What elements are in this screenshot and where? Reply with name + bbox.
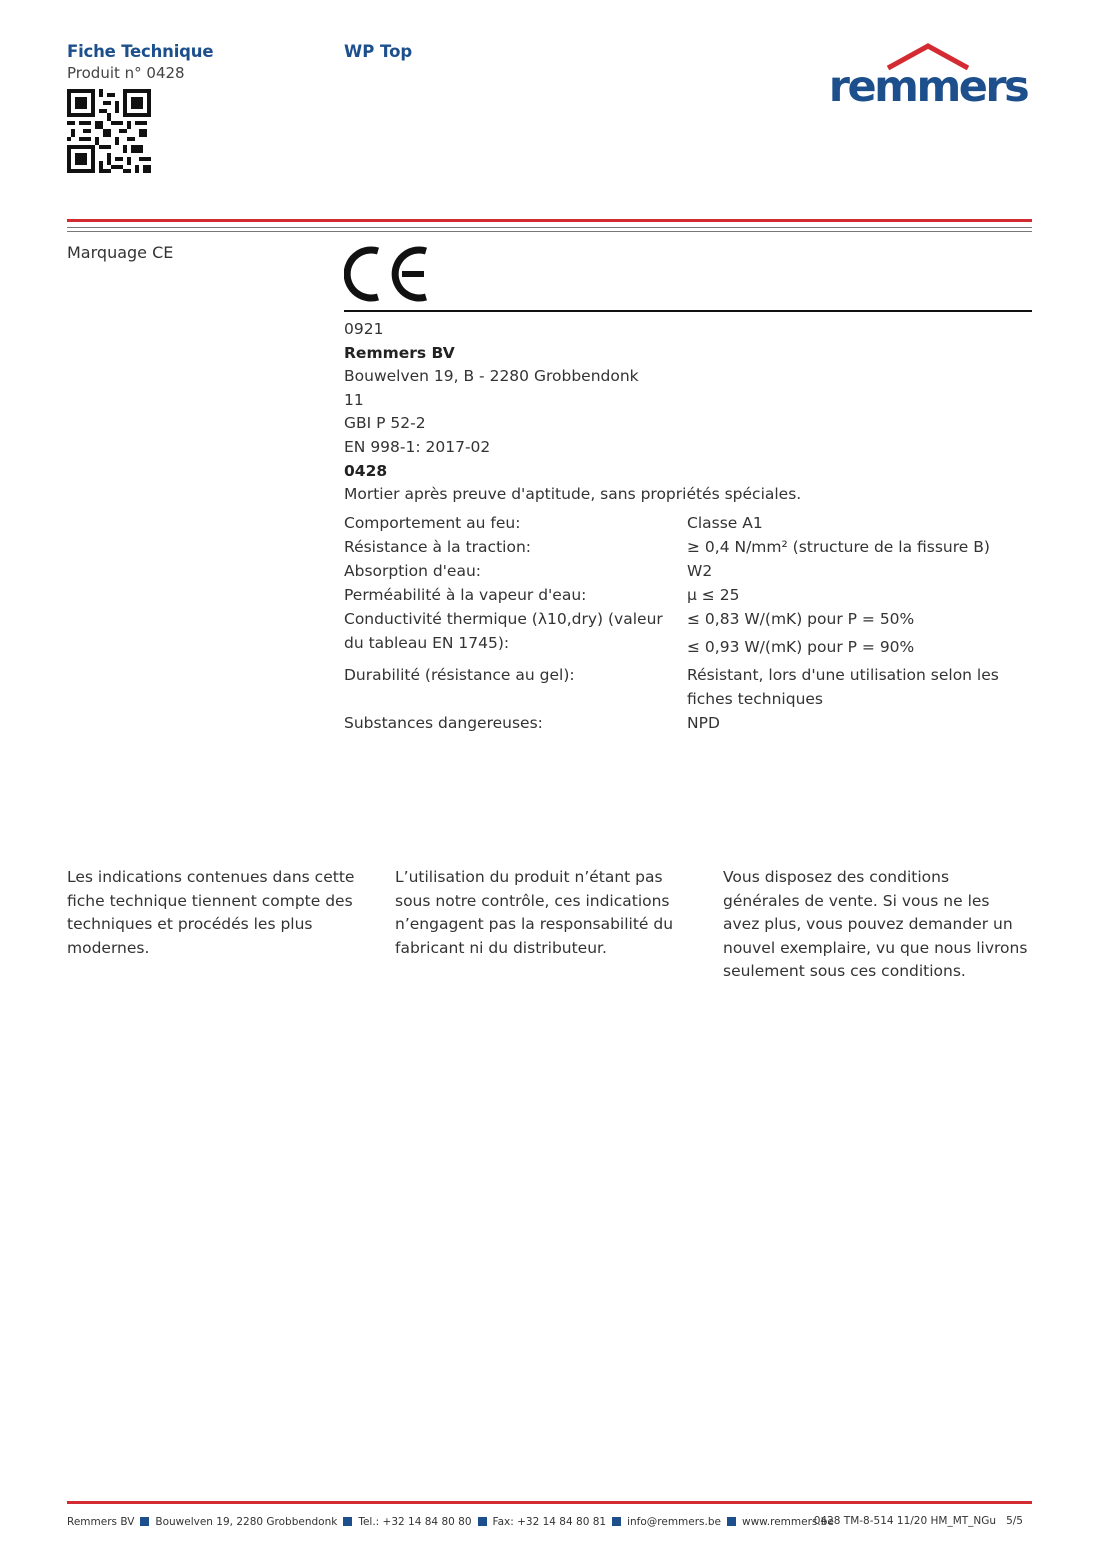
ce-mark-icon xyxy=(344,243,428,305)
product-name: WP Top xyxy=(344,42,413,61)
notified-body-number: 0921 xyxy=(344,320,384,338)
footer-fax: Fax: +32 14 84 80 81 xyxy=(492,1516,607,1528)
disclaimer-col-3: Vous disposez des conditions générales de vente. Si vous ne les avez plus, vous pouvez demander un nouvel exemplaire, vu que nous livrons seulement sous ces conditions. xyxy=(723,868,1028,981)
remmers-logo xyxy=(826,42,1030,110)
footer-email[interactable]: info@remmers.be xyxy=(627,1516,721,1528)
product-number: Produit n° 0428 xyxy=(67,64,185,82)
property-row xyxy=(344,583,1032,607)
property-value: W2 xyxy=(687,562,713,580)
property-label: Résistance à la traction: xyxy=(344,538,531,556)
standard: EN 998-1: 2017-02 xyxy=(344,437,491,456)
property-label: Absorption d'eau: xyxy=(344,562,482,580)
logo-text: remmers xyxy=(828,62,1028,112)
disclaimer-col-2: L’utilisation du produit n’étant pas sous notre contrôle, ces indications n’engagent pas la responsabilité du fabricant ni du distributeur. xyxy=(395,868,674,957)
property-value: Classe A1 xyxy=(687,514,763,532)
footer-website[interactable]: www.remmers.be xyxy=(741,1516,834,1528)
property-row xyxy=(344,511,1032,535)
ce-declaration xyxy=(344,318,1032,507)
header-rule-grey-2 xyxy=(67,231,1032,232)
footer-company: Remmers BV xyxy=(67,1516,135,1528)
property-value: ≥ 0,4 N/mm² (structure de la fissure B) xyxy=(687,538,990,556)
ce-rule xyxy=(344,310,1032,312)
footer-address: Bouwelven 19, 2280 Grobbendonk xyxy=(155,1516,338,1528)
property-label: Conductivité thermique (λ10,dry) (valeur du tableau EN 1745): xyxy=(344,610,663,652)
manufacturer-name: Remmers BV xyxy=(344,343,455,362)
property-row xyxy=(344,535,1032,559)
header-rule-red xyxy=(67,219,1032,222)
property-row xyxy=(344,559,1032,583)
square-bullet-icon xyxy=(478,1517,487,1526)
property-row xyxy=(344,607,1032,659)
properties-table xyxy=(344,511,1032,735)
product-description: Mortier après preuve d'aptitude, sans propriétés spéciales. xyxy=(344,485,802,504)
document-title: Fiche Technique xyxy=(67,42,214,61)
square-bullet-icon xyxy=(727,1517,736,1526)
square-bullet-icon xyxy=(140,1517,149,1526)
property-value: µ ≤ 25 xyxy=(687,586,740,604)
product-code: 0428 xyxy=(344,461,388,480)
footer-tel: Tel.: +32 14 84 80 80 xyxy=(358,1516,472,1528)
square-bullet-icon xyxy=(343,1517,352,1526)
section-label: Marquage CE xyxy=(67,243,174,262)
property-value xyxy=(687,607,1032,659)
property-value: Résistant, lors d'une utilisation selon les fiches techniques xyxy=(687,666,999,708)
property-row xyxy=(344,711,1032,735)
property-value-line: ≤ 0,93 W/(mK) pour P = 90% xyxy=(687,638,915,656)
footer-rule-red xyxy=(67,1501,1032,1504)
property-label: Comportement au feu: xyxy=(344,514,521,532)
disclaimer-col-1: Les indications contenues dans cette fiche technique tiennent compte des techniques et procédés les plus modernes. xyxy=(67,868,355,957)
manufacturer-address: Bouwelven 19, B - 2280 Grobbendonk xyxy=(344,367,639,386)
property-value-line: ≤ 0,83 W/(mK) pour P = 50% xyxy=(687,610,915,628)
property-label: Durabilité (résistance au gel): xyxy=(344,666,575,684)
qr-code-icon xyxy=(67,89,151,173)
year: 11 xyxy=(344,390,364,409)
header-rule-grey xyxy=(67,227,1032,228)
property-row xyxy=(344,663,1032,711)
square-bullet-icon xyxy=(612,1517,621,1526)
property-value: NPD xyxy=(687,714,720,732)
property-label: Substances dangereuses: xyxy=(344,714,543,732)
footer-reference: 0428 TM-8-514 11/20 HM_MT_NGu 5/5 xyxy=(813,1515,1023,1527)
property-label: Perméabilité à la vapeur d'eau: xyxy=(344,586,587,604)
certificate-number: GBI P 52-2 xyxy=(344,414,426,433)
